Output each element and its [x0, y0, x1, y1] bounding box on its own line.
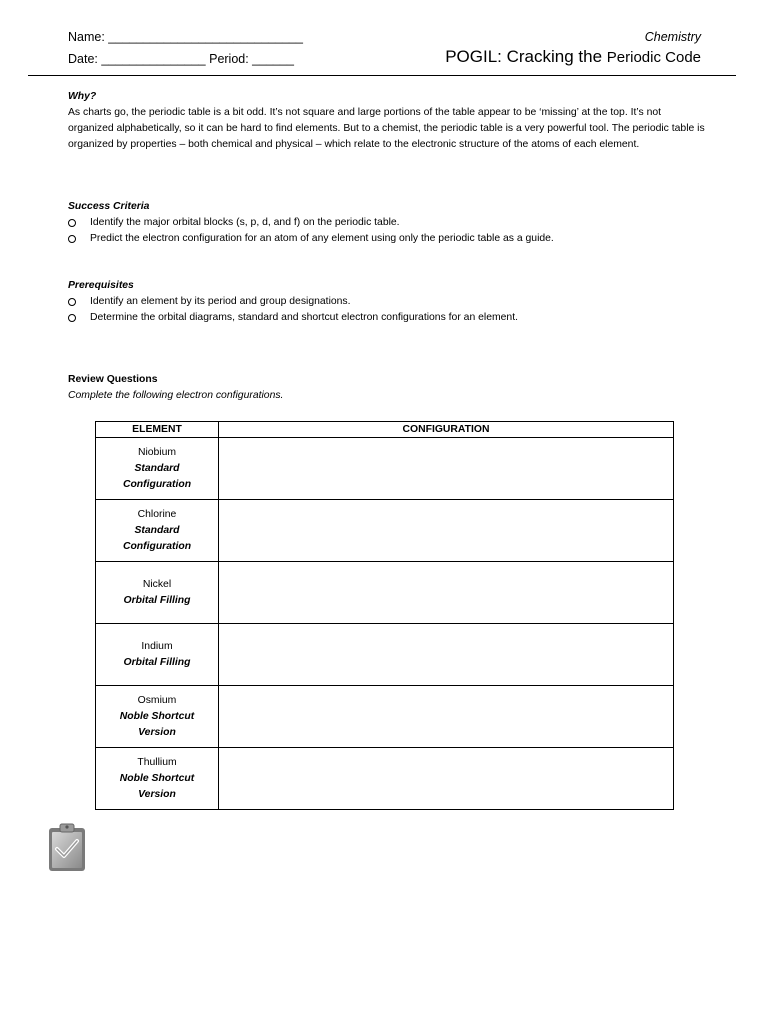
why-section	[68, 89, 708, 153]
header-divider	[28, 75, 736, 76]
list-item-text: Predict the electron configuration for an atom of any element using only the periodic table as a guide.	[90, 233, 554, 244]
why-body: As charts go, the periodic table is a bit odd. It’s not square and large portions of the table appear to be ‘missing’ at the top. It’s not organized alphabetically, so it can be hard to find elements. But to a chemist, the periodic table is a very powerful tool. The periodic table is organized by properties – both chemical and physical – which relate to the electronic structure of the atoms of each element.	[68, 107, 705, 150]
element-cell	[96, 500, 219, 562]
bullet-icon	[68, 298, 76, 306]
configuration-answer-cell[interactable]	[219, 562, 674, 624]
table-row	[96, 624, 674, 686]
review-instructions: Complete the following electron configurations.	[68, 390, 284, 401]
config-type-line2: Version	[138, 727, 176, 738]
element-name: Thullium	[137, 757, 177, 768]
success-criteria-section	[68, 199, 708, 247]
success-criteria-heading: Success Criteria	[68, 201, 150, 212]
config-type: Noble Shortcut	[119, 711, 195, 722]
list-item-text: Identify an element by its period and group designations.	[90, 296, 351, 307]
element-name: Osmium	[137, 695, 177, 706]
title-part-1: POGIL: Cracking the	[445, 47, 607, 66]
list-item-text: Determine the orbital diagrams, standard and shortcut electron configurations for an element.	[90, 312, 518, 323]
why-heading: Why?	[68, 91, 97, 102]
configuration-answer-cell[interactable]	[219, 748, 674, 810]
table-row	[96, 748, 674, 810]
list-item-text: Identify the major orbital blocks (s, p, d, and f) on the periodic table.	[90, 217, 400, 228]
prerequisites-heading: Prerequisites	[68, 280, 134, 291]
element-name: Indium	[141, 641, 173, 652]
config-type-line2: Version	[138, 789, 176, 800]
bullet-icon	[68, 314, 76, 322]
element-name: Chlorine	[137, 509, 177, 520]
table-row	[96, 438, 674, 500]
name-field[interactable]: Name: ____________________________	[68, 30, 303, 44]
config-type: Standard	[134, 525, 180, 536]
worksheet-title	[445, 47, 701, 67]
column-header-element: ELEMENT	[96, 422, 219, 438]
review-heading: Review Questions	[68, 374, 158, 385]
prerequisites-list	[68, 294, 708, 326]
element-cell	[96, 562, 219, 624]
config-type-line2: Configuration	[122, 541, 192, 552]
table-row	[96, 562, 674, 624]
element-cell	[96, 748, 219, 810]
subject-label: Chemistry	[644, 30, 701, 44]
title-part-2: Periodic Code	[606, 49, 701, 66]
element-cell	[96, 438, 219, 500]
list-item	[68, 215, 708, 231]
table-row	[96, 500, 674, 562]
config-type: Standard	[134, 463, 180, 474]
clipboard-check-icon	[47, 823, 87, 873]
configuration-answer-cell[interactable]	[219, 438, 674, 500]
element-name: Niobium	[137, 447, 177, 458]
config-type: Orbital Filling	[123, 595, 191, 606]
configuration-answer-cell[interactable]	[219, 686, 674, 748]
success-criteria-list	[68, 215, 708, 247]
list-item	[68, 310, 708, 326]
config-type-line2: Configuration	[122, 479, 192, 490]
prerequisites-section	[68, 278, 708, 326]
element-cell	[96, 624, 219, 686]
review-section	[68, 372, 708, 404]
bullet-icon	[68, 235, 76, 243]
config-type: Orbital Filling	[123, 657, 191, 668]
element-name: Nickel	[142, 579, 172, 590]
bullet-icon	[68, 219, 76, 227]
column-header-configuration: CONFIGURATION	[219, 422, 674, 438]
element-cell	[96, 686, 219, 748]
configuration-answer-cell[interactable]	[219, 500, 674, 562]
configuration-table	[95, 421, 674, 810]
list-item	[68, 231, 708, 247]
date-period-field[interactable]: Date: _______________ Period: ______	[68, 52, 294, 66]
config-type: Noble Shortcut	[119, 773, 195, 784]
list-item	[68, 294, 708, 310]
configuration-answer-cell[interactable]	[219, 624, 674, 686]
table-row	[96, 686, 674, 748]
table-header-row	[96, 422, 674, 438]
